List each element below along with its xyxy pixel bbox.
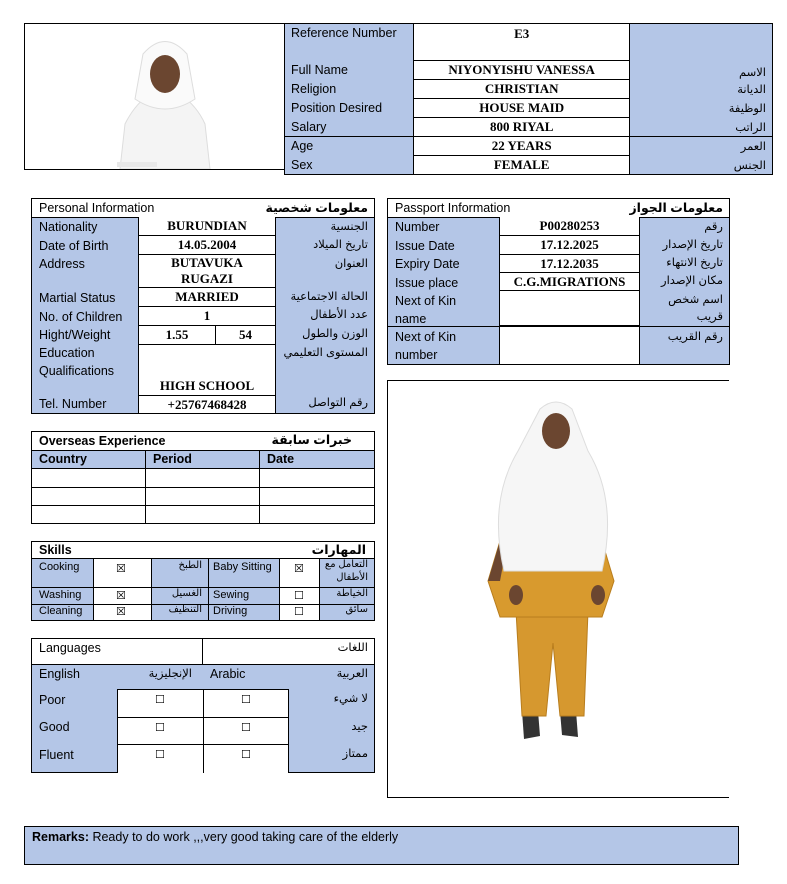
expiry-date-value: 17.12.2035 [500,255,639,273]
issue-date-ar: تاريخ الإصدار [662,239,723,251]
languages-row-divider-1 [118,717,288,718]
issue-place-ar: مكان الإصدار [661,275,723,287]
language-arabic-ar: العربية [336,668,368,680]
passport-number-value: P00280253 [500,217,639,236]
skill-driving-checkbox[interactable]: ☐ [294,605,304,618]
kin-name-label-2: name [395,312,427,326]
skill-cooking-checkbox[interactable]: ☒ [116,562,126,575]
arabic-poor-checkbox[interactable]: ☐ [241,693,251,706]
skill-cleaning-checkbox[interactable]: ☒ [116,605,126,618]
remarks-line [32,830,398,844]
skill-cleaning-ar: التنظيف [168,604,202,615]
skills-title: Skills [39,543,72,557]
kin-number-label-2: number [395,348,438,362]
skill-washing-ar: الغسيل [171,588,202,599]
issue-place-value [500,273,639,291]
remarks-label: Remarks: [32,830,89,844]
hw-ar: الوزن والطول [302,328,368,340]
level-good-ar: جيد [351,721,368,733]
skill-cooking-ar: الطبخ [178,560,202,571]
religion-label: Religion [285,80,414,99]
hw-label: Hight/Weight [39,328,111,342]
issue-date-label: Issue Date [395,239,455,253]
overseas-col-date: Date [267,452,295,466]
children-label: No. of Children [39,310,123,324]
passport-info-section [387,198,730,365]
language-english: English [39,667,80,681]
english-good-checkbox[interactable]: ☐ [155,721,165,734]
skill-cleaning: Cleaning [39,605,83,617]
expiry-date-ar: تاريخ الانتهاء [666,257,723,269]
kin-name-value [500,291,639,326]
skill-babysitting-checkbox[interactable]: ☒ [294,562,304,575]
personal-info-title-ar: معلومات شخصية [265,201,368,215]
tel-value: +25767468428 [167,397,247,412]
skill-driving: Driving [213,605,248,617]
dob-value: 14.05.2004 [139,236,275,255]
tel-ar: رقم التواصل [308,397,368,409]
languages-row-divider-2 [118,744,288,745]
skill-driving-ar: سائق [345,604,368,615]
sex-label: Sex [285,156,414,175]
overseas-title: Overseas Experience [39,434,166,448]
weight-value: 54 [216,326,275,345]
languages-title: Languages [39,641,101,655]
sex-value: FEMALE [413,156,629,175]
address-value-1: BUTAVUKA [171,255,243,270]
skill-babysitting-ar-1: التعامل مع [324,559,368,570]
languages-title-row [32,639,374,665]
passport-values-column [499,217,640,364]
passport-info-title-row [388,199,729,218]
address-value-2: RUGAZI [139,271,275,288]
religion-ar: الديانة [630,80,773,99]
level-good: Good [39,720,70,734]
salary-value: 800 RIYAL [413,118,629,137]
kin-name-ar-2: قريب [696,311,723,323]
overseas-header-row [32,451,374,469]
languages-check-divider [203,690,204,773]
reference-ar-cell [630,24,773,61]
passport-number-ar: رقم [704,221,723,233]
skill-cooking: Cooking [39,561,80,573]
language-english-ar: الإنجليزية [148,668,192,680]
marital-label: Martial Status [39,291,116,305]
skills-row-divider-2 [32,604,374,605]
remarks-section [24,826,739,865]
age-label: Age [285,137,414,156]
address-ar: العنوان [334,258,368,270]
skill-washing-checkbox[interactable]: ☒ [116,589,126,602]
overseas-title-row [32,432,374,451]
passport-info-title: Passport Information [395,201,511,215]
languages-title-divider [202,639,203,665]
portrait-photo [25,24,285,169]
issue-date-value: 17.12.2025 [500,236,639,255]
kin-name-label-1: Next of Kin [395,294,457,308]
nationality-label: Nationality [39,220,98,234]
skill-babysitting-ar-2: الأطفال [336,572,368,583]
full-body-photo-frame [387,380,729,798]
children-ar: عدد الأطفال [310,309,368,321]
salary-label: Salary [285,118,414,137]
expiry-date-label: Expiry Date [395,257,460,271]
issue-place-text: C.G.MIGRATIONS [513,274,626,289]
personal-info-section [31,198,375,414]
skills-title-ar: المهارات [311,543,366,557]
overseas-row-1 [32,487,374,488]
marital-ar: الحالة الاجتماعية [290,291,368,303]
dob-label: Date of Birth [39,239,109,253]
reference-label-cell [285,24,414,61]
full-name-label: Full Name [285,61,414,80]
passport-info-title-ar: معلومات الجواز [629,201,723,215]
full-name-ar: الاسم [630,61,773,80]
skills-row-divider-1 [32,587,374,588]
issue-place-label: Issue place [395,276,459,290]
languages-section [31,638,375,773]
sex-ar: الجنس [630,156,773,175]
salary-ar: الراتب [630,118,773,137]
position-ar: الوظيفة [630,99,773,118]
skill-sewing: Sewing [213,589,250,601]
position-label: Position Desired [285,99,414,118]
skill-sewing-checkbox[interactable]: ☐ [294,589,304,602]
reference-label: Reference Number [291,26,397,40]
english-fluent-checkbox[interactable]: ☐ [155,748,165,761]
level-poor-ar: لا شيء [333,693,368,705]
position-value: HOUSE MAID [413,99,629,118]
english-poor-checkbox[interactable]: ☐ [155,693,165,706]
arabic-good-checkbox[interactable]: ☐ [241,721,251,734]
skills-mid-divider [208,559,209,620]
kin-divider [388,326,729,327]
overseas-col-period: Period [153,452,192,466]
languages-check-grid [117,689,289,773]
address-label: Address [39,257,85,271]
kin-number-ar: رقم القريب [667,331,723,343]
personal-info-title: Personal Information [39,201,155,215]
age-value: 22 YEARS [413,137,629,156]
languages-title-ar: اللغات [337,642,368,654]
edu-label-1: Education [39,346,95,360]
marital-value: MARRIED [139,288,275,307]
level-fluent-ar: ممتاز [342,748,368,760]
overseas-row-2 [32,505,374,506]
language-arabic: Arabic [210,667,246,681]
arabic-fluent-checkbox[interactable]: ☐ [241,748,251,761]
skill-sewing-ar: الخياطة [336,588,368,599]
full-body-photo [388,381,729,797]
kin-name-ar-1: اسم شخص [668,294,723,306]
skills-title-row [32,542,374,559]
edu-value: HIGH SCHOOL [159,378,255,393]
nationality-value: BURUNDIAN [139,217,275,236]
full-name-value: NIYONYISHU VANESSA [413,61,629,80]
age-ar: العمر [630,137,773,156]
personal-info-title-row [32,199,374,218]
level-fluent: Fluent [39,748,74,762]
overseas-col-country: Country [39,452,87,466]
level-poor: Poor [39,693,66,707]
tel-label: Tel. Number [39,397,107,411]
overseas-section [31,431,375,524]
skills-section [31,541,375,621]
edu-label-2: Qualifications [39,364,115,378]
kin-number-label-1: Next of Kin [395,330,457,344]
children-value: 1 [139,307,275,326]
nationality-ar: الجنسية [330,221,368,233]
dob-ar: تاريخ الميلاد [313,239,368,251]
religion-value: CHRISTIAN [413,80,629,99]
reference-value: E3 [413,24,629,61]
edu-ar: المستوى التعليمي [283,347,368,359]
remarks-text: Ready to do work ,,,very good taking care of the elderly [88,830,399,844]
header-table [284,23,773,175]
passport-number-label: Number [395,220,440,234]
overseas-title-ar: خبرات سابقة [271,433,352,447]
skill-washing: Washing [39,589,82,601]
skills-grid [32,559,374,620]
personal-values-column [138,217,276,413]
portrait-photo-frame [24,23,286,170]
skill-babysitting: Baby Sitting [213,561,272,573]
height-value: 1.55 [139,326,216,345]
